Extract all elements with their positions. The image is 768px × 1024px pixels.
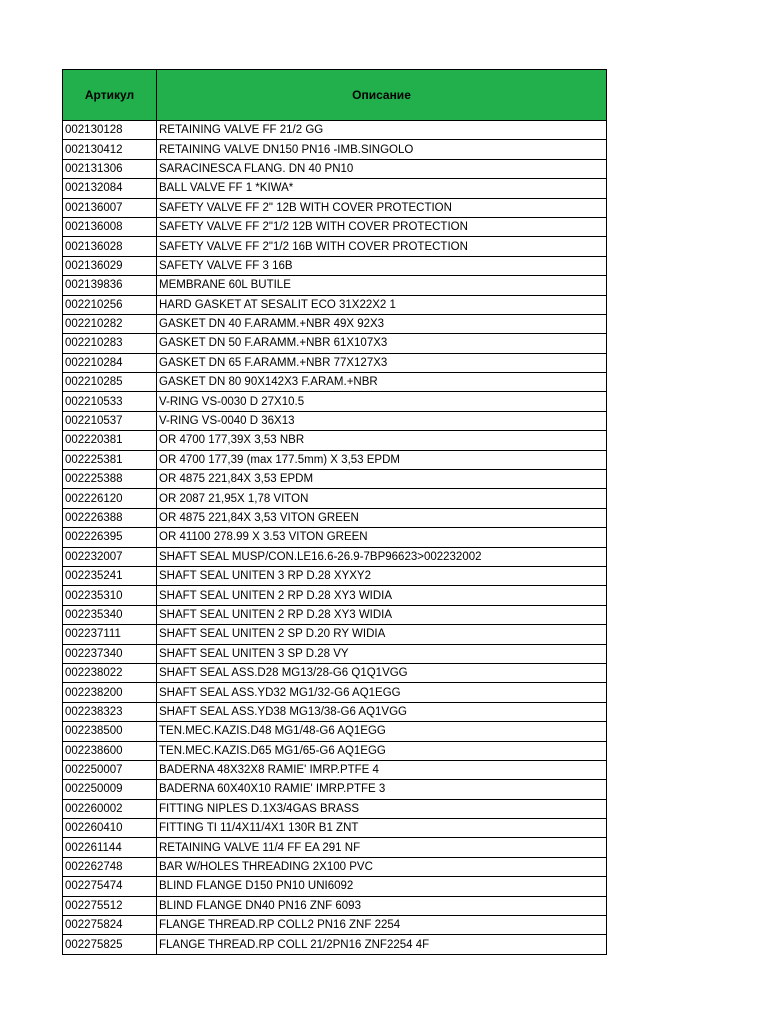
description-cell[interactable]: SAFETY VALVE FF 2"1/2 12B WITH COVER PROTECTION: [157, 217, 607, 236]
article-cell[interactable]: 002226395: [63, 528, 157, 547]
table-row[interactable]: [63, 702, 607, 721]
product-table: [62, 69, 607, 955]
table-row[interactable]: [63, 353, 607, 372]
table-row[interactable]: [63, 935, 607, 954]
description-cell[interactable]: BADERNA 60X40X10 RAMIE' IMRP.PTFE 3: [157, 780, 607, 799]
table-row[interactable]: [63, 528, 607, 547]
table-row[interactable]: [63, 217, 607, 236]
table-row[interactable]: [63, 838, 607, 857]
article-cell[interactable]: 002136007: [63, 198, 157, 217]
article-cell[interactable]: 002210256: [63, 295, 157, 314]
description-cell[interactable]: BALL VALVE FF 1 *KIWA*: [157, 179, 607, 198]
article-cell[interactable]: 002225381: [63, 450, 157, 469]
table-row[interactable]: [63, 722, 607, 741]
header-row: [63, 70, 607, 121]
article-cell[interactable]: 002235310: [63, 586, 157, 605]
description-cell[interactable]: FITTING NIPLES D.1X3/4GAS BRASS: [157, 799, 607, 818]
article-cell[interactable]: 002210285: [63, 373, 157, 392]
description-cell[interactable]: SHAFT SEAL UNITEN 3 RP D.28 XYXY2: [157, 566, 607, 585]
article-cell[interactable]: 002220381: [63, 431, 157, 450]
article-cell[interactable]: 002136028: [63, 237, 157, 256]
table-row[interactable]: [63, 276, 607, 295]
description-cell[interactable]: V-RING VS-0040 D 36X13: [157, 411, 607, 430]
article-cell[interactable]: 002131306: [63, 159, 157, 178]
article-cell[interactable]: 002210537: [63, 411, 157, 430]
article-cell[interactable]: 002250007: [63, 760, 157, 779]
table-row[interactable]: [63, 237, 607, 256]
table-row[interactable]: [63, 663, 607, 682]
table-row[interactable]: [63, 799, 607, 818]
article-cell[interactable]: 002238022: [63, 663, 157, 682]
article-cell[interactable]: 002235241: [63, 566, 157, 585]
table-row[interactable]: [63, 644, 607, 663]
description-cell[interactable]: BLIND FLANGE D150 PN10 UNI6092: [157, 877, 607, 896]
table-row[interactable]: [63, 547, 607, 566]
article-cell[interactable]: 002262748: [63, 857, 157, 876]
description-cell[interactable]: FLANGE THREAD.RP COLL2 PN16 ZNF 2254: [157, 916, 607, 935]
description-cell[interactable]: GASKET DN 50 F.ARAMM.+NBR 61X107X3: [157, 334, 607, 353]
article-cell[interactable]: 002235340: [63, 605, 157, 624]
description-cell[interactable]: SHAFT SEAL ASS.YD38 MG13/38-G6 AQ1VGG: [157, 702, 607, 721]
article-cell[interactable]: 002210283: [63, 334, 157, 353]
column-header-article[interactable]: Артикул: [63, 70, 157, 121]
description-cell[interactable]: SHAFT SEAL UNITEN 2 SP D.20 RY WIDIA: [157, 625, 607, 644]
article-cell[interactable]: 002275825: [63, 935, 157, 954]
table-row[interactable]: [63, 508, 607, 527]
description-cell[interactable]: SHAFT SEAL UNITEN 2 RP D.28 XY3 WIDIA: [157, 586, 607, 605]
description-cell[interactable]: GASKET DN 80 90X142X3 F.ARAM.+NBR: [157, 373, 607, 392]
table-row[interactable]: [63, 140, 607, 159]
description-cell[interactable]: TEN.MEC.KAZIS.D65 MG1/65-G6 AQ1EGG: [157, 741, 607, 760]
description-cell[interactable]: OR 4875 221,84X 3,53 EPDM: [157, 470, 607, 489]
article-cell[interactable]: 002275474: [63, 877, 157, 896]
description-cell[interactable]: SARACINESCA FLANG. DN 40 PN10: [157, 159, 607, 178]
table-row[interactable]: [63, 295, 607, 314]
table-row[interactable]: [63, 605, 607, 624]
table-row[interactable]: [63, 857, 607, 876]
article-cell[interactable]: 002261144: [63, 838, 157, 857]
article-cell[interactable]: 002139836: [63, 276, 157, 295]
description-cell[interactable]: RETAINING VALVE DN150 PN16 -IMB.SINGOLO: [157, 140, 607, 159]
article-cell[interactable]: 002250009: [63, 780, 157, 799]
description-cell[interactable]: GASKET DN 65 F.ARAMM.+NBR 77X127X3: [157, 353, 607, 372]
article-cell[interactable]: 002237111: [63, 625, 157, 644]
table-row[interactable]: [63, 760, 607, 779]
table-row[interactable]: [63, 431, 607, 450]
description-cell[interactable]: SAFETY VALVE FF 2" 12B WITH COVER PROTECTION: [157, 198, 607, 217]
article-cell[interactable]: 002130412: [63, 140, 157, 159]
table-row[interactable]: [63, 916, 607, 935]
column-header-description[interactable]: Описание: [157, 70, 607, 121]
table-row[interactable]: [63, 121, 607, 140]
description-cell[interactable]: FITTING TI 11/4X11/4X1 130R B1 ZNT: [157, 819, 607, 838]
table-body: [63, 121, 607, 955]
table-row[interactable]: [63, 392, 607, 411]
table-row[interactable]: [63, 566, 607, 585]
description-cell[interactable]: OR 2087 21,95X 1,78 VITON: [157, 489, 607, 508]
description-cell[interactable]: GASKET DN 40 F.ARAMM.+NBR 49X 92X3: [157, 314, 607, 333]
description-cell[interactable]: BLIND FLANGE DN40 PN16 ZNF 6093: [157, 896, 607, 915]
article-cell[interactable]: 002237340: [63, 644, 157, 663]
article-cell[interactable]: 002275824: [63, 916, 157, 935]
article-cell[interactable]: 002210282: [63, 314, 157, 333]
description-cell[interactable]: SAFETY VALVE FF 3 16B: [157, 256, 607, 275]
table-row[interactable]: [63, 411, 607, 430]
article-cell[interactable]: 002136008: [63, 217, 157, 236]
description-cell[interactable]: OR 4700 177,39 (max 177.5mm) X 3,53 EPDM: [157, 450, 607, 469]
article-cell[interactable]: 002238500: [63, 722, 157, 741]
description-cell[interactable]: OR 4700 177,39X 3,53 NBR: [157, 431, 607, 450]
description-cell[interactable]: SHAFT SEAL MUSP/CON.LE16.6-26.9-7BP96623>002232002: [157, 547, 607, 566]
table-row[interactable]: [63, 314, 607, 333]
table-row[interactable]: [63, 373, 607, 392]
table-row[interactable]: [63, 489, 607, 508]
description-cell[interactable]: HARD GASKET AT SESALIT ECO 31X22X2 1: [157, 295, 607, 314]
description-cell[interactable]: SHAFT SEAL UNITEN 2 RP D.28 XY3 WIDIA: [157, 605, 607, 624]
article-cell[interactable]: 002238600: [63, 741, 157, 760]
table-row[interactable]: [63, 450, 607, 469]
table-row[interactable]: [63, 179, 607, 198]
description-cell[interactable]: V-RING VS-0030 D 27X10.5: [157, 392, 607, 411]
description-cell[interactable]: BADERNA 48X32X8 RAMIE' IMRP.PTFE 4: [157, 760, 607, 779]
table-row[interactable]: [63, 780, 607, 799]
table-row[interactable]: [63, 877, 607, 896]
description-cell[interactable]: MEMBRANE 60L BUTILE: [157, 276, 607, 295]
article-cell[interactable]: 002132084: [63, 179, 157, 198]
description-cell[interactable]: BAR W/HOLES THREADING 2X100 PVC: [157, 857, 607, 876]
table-row[interactable]: [63, 198, 607, 217]
article-cell[interactable]: 002210284: [63, 353, 157, 372]
article-cell[interactable]: 002238323: [63, 702, 157, 721]
table-row[interactable]: [63, 470, 607, 489]
description-cell[interactable]: RETAINING VALVE FF 21/2 GG: [157, 121, 607, 140]
article-cell[interactable]: 002260002: [63, 799, 157, 818]
table-row[interactable]: [63, 256, 607, 275]
description-cell[interactable]: SHAFT SEAL ASS.D28 MG13/28-G6 Q1Q1VGG: [157, 663, 607, 682]
article-cell[interactable]: 002232007: [63, 547, 157, 566]
table-row[interactable]: [63, 819, 607, 838]
table-row[interactable]: [63, 896, 607, 915]
description-cell[interactable]: SHAFT SEAL UNITEN 3 SP D.28 VY: [157, 644, 607, 663]
table-row[interactable]: [63, 586, 607, 605]
article-cell[interactable]: 002275512: [63, 896, 157, 915]
article-cell[interactable]: 002260410: [63, 819, 157, 838]
article-cell[interactable]: 002238200: [63, 683, 157, 702]
description-cell[interactable]: OR 4875 221,84X 3,53 VITON GREEN: [157, 508, 607, 527]
article-cell[interactable]: 002136029: [63, 256, 157, 275]
table-row[interactable]: [63, 625, 607, 644]
table-row[interactable]: [63, 741, 607, 760]
table-row[interactable]: [63, 683, 607, 702]
table-row[interactable]: [63, 159, 607, 178]
description-cell[interactable]: TEN.MEC.KAZIS.D48 MG1/48-G6 AQ1EGG: [157, 722, 607, 741]
description-cell[interactable]: SAFETY VALVE FF 2"1/2 16B WITH COVER PROTECTION: [157, 237, 607, 256]
table-row[interactable]: [63, 334, 607, 353]
description-cell[interactable]: SHAFT SEAL ASS.YD32 MG1/32-G6 AQ1EGG: [157, 683, 607, 702]
article-cell[interactable]: 002225388: [63, 470, 157, 489]
description-cell[interactable]: FLANGE THREAD.RP COLL 21/2PN16 ZNF2254 4F: [157, 935, 607, 954]
description-cell[interactable]: OR 41100 278.99 X 3.53 VITON GREEN: [157, 528, 607, 547]
description-cell[interactable]: RETAINING VALVE 11/4 FF EA 291 NF: [157, 838, 607, 857]
article-cell[interactable]: 002210533: [63, 392, 157, 411]
article-cell[interactable]: 002130128: [63, 121, 157, 140]
article-cell[interactable]: 002226388: [63, 508, 157, 527]
article-cell[interactable]: 002226120: [63, 489, 157, 508]
